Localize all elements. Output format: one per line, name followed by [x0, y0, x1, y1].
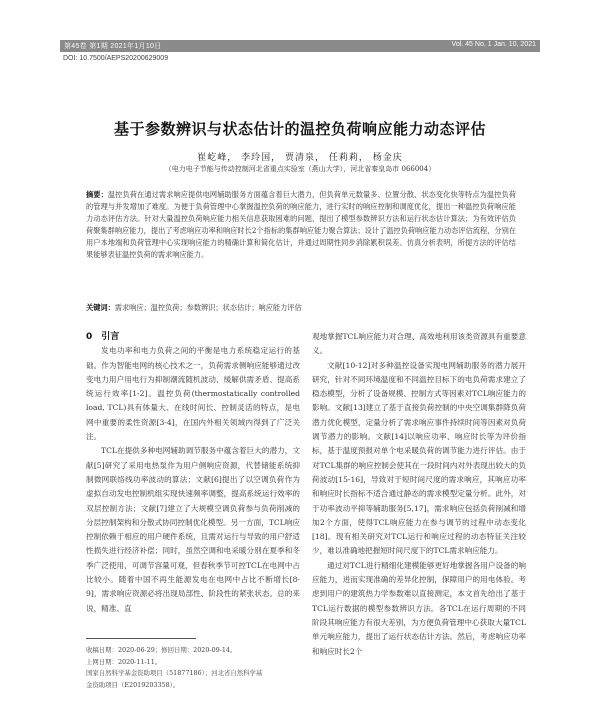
- footnotes: [86, 645, 300, 691]
- section-heading: 0 引言: [86, 332, 120, 342]
- affiliation: （电力电子节能与传动控制河北省重点实验室（燕山大学），河北省秦皇岛市 066004）: [164, 165, 436, 173]
- paragraph-continued: 观地掌握TCL响应能力对合理、高效地利用该类资源具有重要意义。: [312, 332, 526, 356]
- footnote-divider: [86, 638, 196, 639]
- doi[interactable]: DOI: 10.7500/AEPS20200629009: [63, 55, 169, 62]
- paragraph: 发电功率和电力负荷之间的平衡是电力系统稳定运行的基础。作为智能电网的核心技术之一，负荷需求侧响应能够通过改变电力用户用电行为抑制潮流随机波动、缓解供需矛盾、提高系统运行效率[1-2]。温控负荷(thermostatically controlled load, TCL)具有体量大、在线时间长、控制灵活的特点，是电网中重要的柔性资源[3-4]，在国内外相关领域内得到了广泛关注。: [86, 346, 300, 442]
- authors: 崔屹峰， 李玲国， 贾清泉， 任莉莉， 杨金庆: [197, 153, 403, 163]
- paragraph: 通过对TCL进行精细化建模能够更好地掌握各用户设备的响应能力，进而实现准确的差异化控制，保障用户的用电体验。考虑到用户的建筑热力学参数难以直接测定，本文首先给出了基于TCL运行数据的模型参数辨识方法。各TCL在运行周期的不同阶段其响应能力有很大差别，为方便负荷管理中心获取大量TCL单元响应能力，提出了运行状态估计方法。然后，考虑响应功率和响应时长2个: [312, 560, 526, 656]
- keywords-text: 需求响应；温控负荷；参数辨识；状态估计；响应能力评估: [114, 303, 302, 312]
- body-column-right: [312, 330, 526, 728]
- abstract-text: 温控负荷在通过需求响应提供电网辅助服务方面蕴含着巨大潜力，但负荷单元数量多、位置分散、状态变化快等特点为温控负荷的管理与并发增加了难度。为便于负荷管理中心掌握温控负荷的响应能力，进行实时的响应控制和调度优化，提出一种温控负荷响应能力动态评估方法。针对大量温控负荷响应能力相关信息获取困难的问题，提出了模型参数辨识方法和运行状态估计算法；为有效评估负荷聚集群响应能力，提出了考虑响应功率和响应时长2个指标的集群响应能力聚合算法；设计了温控负荷响应能力动态评估流程，分别在用户本地端和负荷管理中心实现响应能力的精确计算和简化估计，并通过周期性同步消除累积误差。仿真分析表明，所提方法的评估结果能够表征温控负荷的需求响应能力。: [86, 190, 516, 259]
- abstract-label: 摘要：: [86, 190, 108, 199]
- keywords: [86, 302, 516, 314]
- body-column-left: [86, 330, 300, 630]
- footnote-line: 上网日期：2020-11-11。: [86, 657, 162, 666]
- paragraph: TCL在提供多种电网辅助调节服务中蕴含着巨大的潜力，文献[5]研究了采用电热泵作为用户侧响应资源，代替储能系统抑制微网联络线功率波动的算法；文献[6]提出了以空调负荷作为虚拟自动发电控制机组实现快速频率调整，提高系统运行效率的双层控制方法；文献[7]建立了大规模空调负荷参与负荷削减的分层控制架构和分散式协同控制优化模型。另一方面，TCL响应控制依赖于相应的用户硬件系统，且需对运行与导致的用户舒适性损失进行经济补偿；同时，虽然空调和电采暖分别在夏季和冬季广泛使用，可调节容量可观，但春秋季节可控TCL在电网中占比较小。随着中国不再生能源发电在电网中占比不断增长[8-9]，需求响应资源必将出现局部性、阶段性的紧张状态。总的来说，精准、直: [86, 446, 300, 613]
- paragraph: 文献[10-12]对多种温控设备实现电网辅助服务的潜力展开研究，针对不同环境温度和不同温控目标下的电负荷需求建立了稳态模型，分析了设备规模、控制方式等因素对TCL响应能力的影响。文献[13]建立了基于直接负荷控制的中央空调集群降负荷潜力优化模型，定量分析了需求响应事件持续时间等因素对负荷调节潜力的影响。文献[14]以响应功率、响应时长等为评价指标，基于温度预报对单个电采暖负荷的调节能力进行评估。由于对TCL集群的响应控制会使其在一段时间内对外表现出较大的负荷波动[15-16]，导致对于短时间尺度的需求响应，其响应功率和响应时长指标不适合通过静态的需求模型定量分析。此外，对于功率波动平抑等辅助服务[5,17]，需求响应包括负荷削减和增加2个方面，使得TCL响应能力在参与调节的过程中动态变化[18]。现有相关研究对TCL运行和响应过程的动态特征关注较少，难以准确地把握短时间尺度下的TCL需求响应能力。: [312, 360, 526, 556]
- footnote-line: 国家自然科学基金资助项目（51877186）；河北省自然科学基: [86, 669, 263, 677]
- paper-title: 基于参数辨识与状态估计的温控负荷响应能力动态评估: [113, 120, 486, 138]
- keywords-label: 关键词：: [86, 303, 115, 312]
- journal-issue-en: Vol. 45 No. 1 Jan. 10, 2021: [451, 41, 536, 48]
- footnote-line: 收稿日期：2020-06-29；修回日期：2020-09-14。: [86, 646, 237, 654]
- footnote-line: 金资助项目（E2019203358）。: [86, 680, 180, 689]
- abstract: [86, 189, 516, 261]
- journal-issue-cn: 第45卷 第1期 2021年1月10日: [64, 43, 162, 50]
